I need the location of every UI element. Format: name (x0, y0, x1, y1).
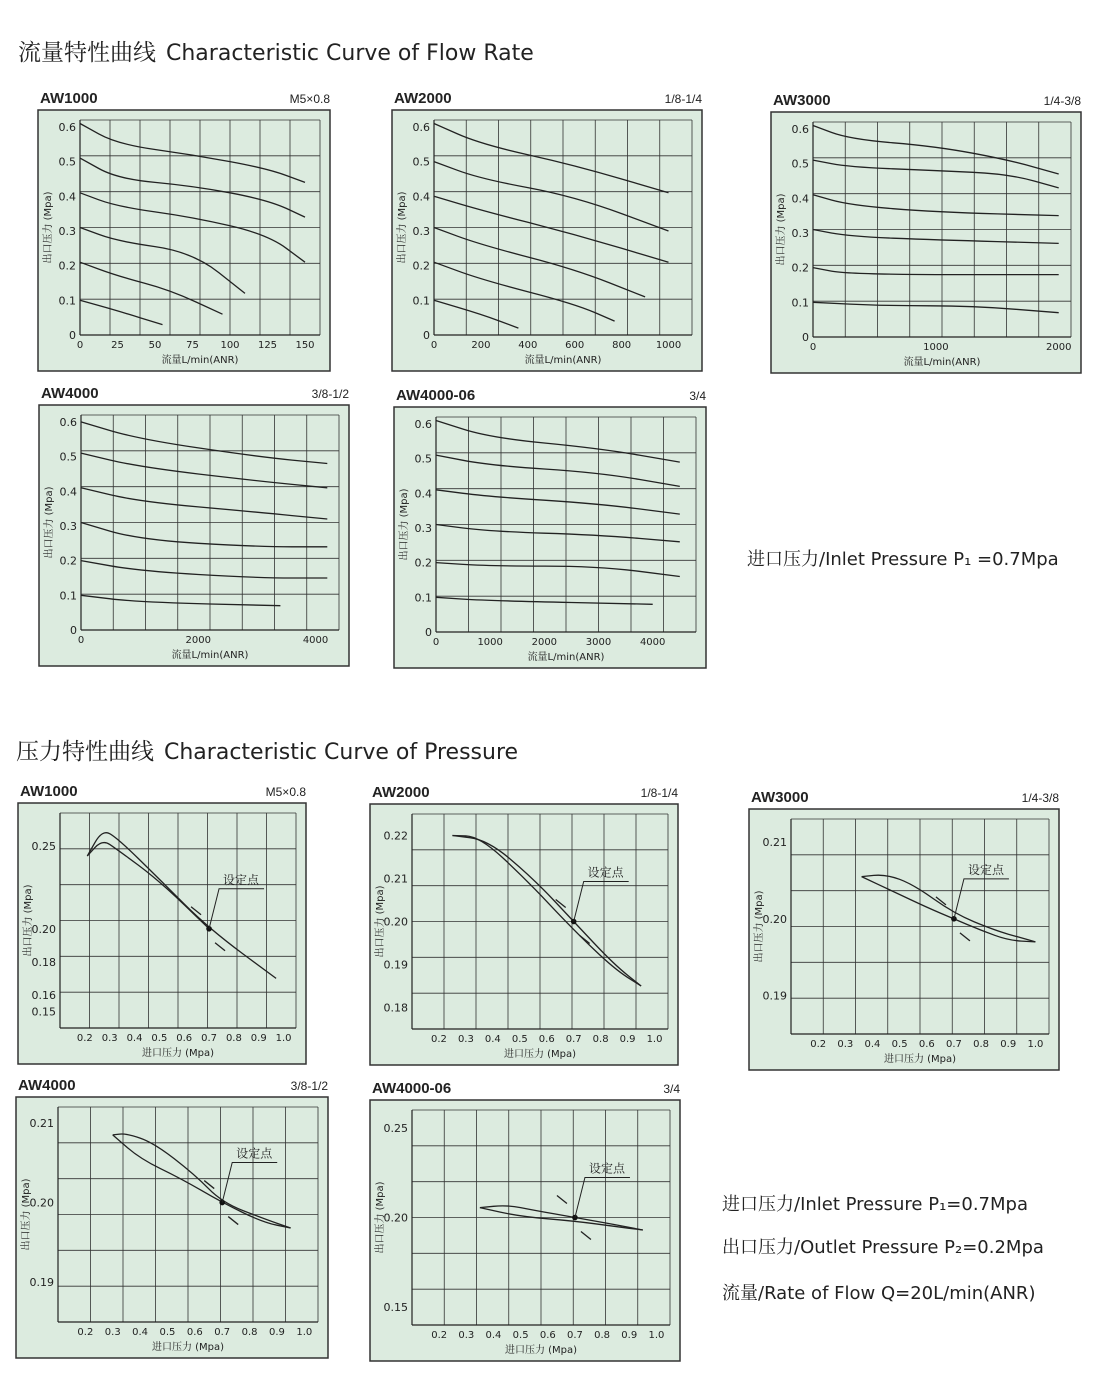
x-tick-label: 0.7 (214, 1327, 231, 1338)
plot-frame (39, 405, 349, 666)
x-tick-label: 1000 (655, 340, 682, 351)
y-tick-label: 0.1 (59, 589, 77, 603)
y-tick-label: 0.19 (762, 989, 787, 1003)
port-size-label: 3/8-1/2 (290, 1079, 328, 1093)
x-tick-label: 1000 (923, 342, 949, 353)
port-size-label: 3/4 (663, 1082, 680, 1096)
x-tick-label: 150 (295, 340, 315, 351)
y-tick-label: 0.4 (59, 485, 77, 499)
x-tick-label: 0.6 (918, 1039, 935, 1050)
x-tick-label: 0.9 (619, 1034, 636, 1045)
x-tick-label: 0.3 (457, 1034, 474, 1045)
press-chart-aw4000 (12, 1077, 332, 1362)
x-tick-label: 0 (430, 340, 438, 351)
y-tick-label: 0.16 (31, 988, 56, 1002)
x-tick-label: 4000 (302, 635, 329, 646)
chart-title: AW1000 (40, 90, 98, 107)
press-chart-aw4000-06 (366, 1080, 684, 1365)
chart-svg (12, 1077, 332, 1362)
x-tick-label: 0.8 (592, 1034, 609, 1045)
x-tick-label: 0.8 (225, 1033, 242, 1044)
x-tick-label: 0.6 (539, 1330, 556, 1341)
flow-section-title-zh: 流量特性曲线 (18, 40, 156, 66)
pressure-outlet-note: 出口压力/Outlet Pressure P₂=0.2Mpa (722, 1237, 1044, 1258)
x-tick-label: 0.3 (458, 1330, 475, 1341)
y-tick-label: 0.15 (31, 1005, 56, 1019)
x-tick-label: 0.7 (945, 1039, 962, 1050)
y-tick-label: 0.2 (412, 259, 430, 273)
x-tick-label: 2000 (1045, 342, 1072, 353)
x-tick-label: 0.8 (973, 1039, 990, 1050)
x-axis-label: 流量L/min(ANR) (171, 650, 249, 661)
pressure-section-title (16, 733, 518, 766)
x-tick-label: 800 (612, 340, 632, 351)
x-tick-label: 0.6 (186, 1327, 203, 1338)
x-tick-label: 0.9 (621, 1330, 638, 1341)
y-tick-label: 0.18 (383, 1001, 408, 1015)
chart-svg (390, 387, 710, 672)
x-tick-label: 0.5 (511, 1034, 528, 1045)
y-tick-label: 0.2 (791, 261, 809, 275)
y-tick-label: 0.20 (383, 1211, 408, 1225)
x-axis-label: 进口压力 (Mpa) (141, 1048, 215, 1059)
x-tick-label: 0.3 (104, 1327, 121, 1338)
x-tick-label: 1.0 (1027, 1039, 1044, 1050)
x-tick-label: 0.5 (159, 1327, 176, 1338)
x-tick-label: 1.0 (275, 1033, 292, 1044)
chart-title: AW2000 (372, 784, 430, 801)
y-axis-label: 出口压力 (Mpa) (44, 486, 55, 559)
x-tick-label: 2000 (185, 635, 211, 646)
press-chart-aw3000 (745, 789, 1063, 1074)
plot-frame (370, 804, 678, 1065)
pressure-section-title-zh: 压力特性曲线 (16, 739, 154, 765)
press-chart-aw2000 (366, 784, 682, 1069)
x-tick-label: 0.4 (126, 1033, 143, 1044)
flow-chart-aw3000 (767, 92, 1085, 377)
x-tick-label: 0.3 (837, 1039, 854, 1050)
x-tick-label: 0.2 (431, 1330, 448, 1341)
x-axis-label: 进口压力 (Mpa) (503, 1049, 577, 1060)
setpoint-label: 设定点 (587, 865, 624, 880)
x-tick-label: 0.2 (810, 1039, 827, 1050)
x-tick-label: 0 (77, 635, 85, 646)
port-size-label: 1/8-1/4 (640, 786, 678, 800)
port-size-label: M5×0.8 (289, 92, 330, 106)
x-tick-label: 1.0 (648, 1330, 665, 1341)
y-tick-label: 0.3 (59, 519, 77, 533)
plot-frame (370, 1100, 680, 1361)
x-tick-label: 0.4 (484, 1034, 501, 1045)
x-tick-label: 1000 (477, 637, 503, 648)
flow-chart-aw4000-06 (390, 387, 710, 672)
y-tick-label: 0.3 (412, 224, 430, 238)
chart-title: AW2000 (394, 90, 452, 107)
chart-svg (35, 385, 353, 670)
x-tick-label: 0.9 (1000, 1039, 1017, 1050)
y-tick-label: 0.2 (59, 554, 77, 568)
x-tick-label: 0.4 (485, 1330, 502, 1341)
y-tick-label: 0.5 (59, 450, 77, 464)
flow-chart-aw1000 (34, 90, 334, 375)
x-tick-label: 0.5 (151, 1033, 168, 1044)
chart-svg (34, 90, 334, 375)
x-axis-label: 流量L/min(ANR) (527, 652, 605, 663)
x-tick-label: 75 (186, 340, 199, 351)
y-axis-label: 出口压力 (Mpa) (23, 884, 34, 957)
port-size-label: 1/8-1/4 (664, 92, 702, 106)
flow-inlet-note: 进口压力/Inlet Pressure P₁ =0.7Mpa (747, 549, 1059, 570)
y-tick-label: 0.3 (414, 521, 432, 535)
y-tick-label: 0.5 (414, 452, 432, 466)
y-tick-label: 0.4 (412, 190, 430, 204)
y-tick-label: 0.20 (29, 1196, 54, 1210)
plot-frame (38, 110, 330, 371)
y-tick-label: 0.6 (58, 120, 76, 134)
x-tick-label: 100 (220, 340, 240, 351)
y-axis-label: 出口压力 (Mpa) (375, 1181, 386, 1254)
x-tick-label: 125 (257, 340, 278, 351)
x-axis-label: 进口压力 (Mpa) (504, 1345, 578, 1356)
plot-frame (394, 407, 706, 668)
x-tick-label: 0.8 (594, 1330, 611, 1341)
setpoint-label: 设定点 (588, 1161, 625, 1176)
x-tick-label: 0.5 (891, 1039, 908, 1050)
y-tick-label: 0.20 (762, 912, 787, 926)
y-tick-label: 0.20 (31, 922, 56, 936)
x-tick-label: 2000 (531, 637, 558, 648)
y-tick-label: 0.1 (414, 591, 432, 605)
y-tick-label: 0 (70, 624, 77, 637)
x-tick-label: 0.6 (538, 1034, 555, 1045)
y-tick-label: 0.1 (791, 296, 809, 310)
x-tick-label: 0 (432, 637, 440, 648)
x-tick-label: 0.8 (241, 1327, 258, 1338)
port-size-label: 1/4-3/8 (1021, 791, 1059, 805)
y-tick-label: 0.21 (383, 872, 408, 886)
x-axis-label: 流量L/min(ANR) (161, 355, 239, 366)
y-tick-label: 0.4 (58, 190, 76, 204)
x-tick-label: 0.3 (101, 1033, 118, 1044)
y-tick-label: 0.25 (31, 840, 56, 854)
y-tick-label: 0.6 (59, 415, 77, 429)
y-tick-label: 0.4 (791, 192, 809, 206)
y-tick-label: 0.25 (383, 1121, 408, 1135)
x-axis-label: 进口压力 (Mpa) (883, 1054, 957, 1065)
y-tick-label: 0.19 (29, 1276, 54, 1290)
chart-svg (745, 789, 1063, 1074)
y-axis-label: 出口压力 (Mpa) (776, 193, 787, 266)
flow-chart-aw2000 (388, 90, 706, 375)
port-size-label: M5×0.8 (265, 785, 306, 799)
x-axis-label: 流量L/min(ANR) (903, 357, 981, 368)
y-tick-label: 0.3 (791, 226, 809, 240)
y-axis-label: 出口压力 (Mpa) (754, 890, 765, 963)
setpoint-label: 设定点 (967, 862, 1004, 877)
y-tick-label: 0.18 (31, 955, 56, 969)
x-tick-label: 0.2 (76, 1033, 93, 1044)
plot-frame (18, 803, 306, 1064)
y-tick-label: 0 (423, 329, 430, 342)
flow-chart-aw4000 (35, 385, 353, 670)
x-tick-label: 0.2 (77, 1327, 94, 1338)
flow-section-title-en: Characteristic Curve of Flow Rate (166, 41, 534, 66)
chart-svg (388, 90, 706, 375)
x-axis-label: 流量L/min(ANR) (524, 355, 602, 366)
chart-svg (14, 783, 310, 1068)
port-size-label: 1/4-3/8 (1043, 94, 1081, 108)
setpoint-label: 设定点 (223, 872, 260, 887)
port-size-label: 3/8-1/2 (311, 387, 349, 401)
x-tick-label: 0.7 (565, 1034, 582, 1045)
x-tick-label: 0.9 (250, 1033, 267, 1044)
y-axis-label: 出口压力 (Mpa) (399, 488, 410, 561)
y-tick-label: 0 (802, 331, 809, 344)
pressure-inlet-note: 进口压力/Inlet Pressure P₁=0.7Mpa (722, 1194, 1028, 1215)
x-tick-label: 0.7 (566, 1330, 583, 1341)
y-tick-label: 0.21 (762, 836, 787, 850)
chart-title: AW4000-06 (396, 387, 476, 404)
x-tick-label: 0 (809, 342, 817, 353)
y-tick-label: 0.6 (414, 417, 432, 431)
y-tick-label: 0.5 (791, 157, 809, 171)
plot-frame (392, 110, 702, 371)
x-tick-label: 0.4 (132, 1327, 149, 1338)
x-tick-label: 4000 (639, 637, 666, 648)
chart-title: AW4000 (41, 385, 99, 402)
setpoint-label: 设定点 (236, 1146, 273, 1161)
chart-title: AW4000-06 (372, 1080, 452, 1097)
y-tick-label: 0.20 (383, 915, 408, 929)
y-tick-label: 0.4 (414, 487, 432, 501)
x-tick-label: 0.5 (512, 1330, 529, 1341)
x-tick-label: 1.0 (646, 1034, 663, 1045)
y-tick-label: 0.15 (383, 1301, 408, 1315)
chart-svg (366, 1080, 684, 1365)
port-size-label: 3/4 (689, 389, 706, 403)
y-tick-label: 0.2 (58, 259, 76, 273)
y-axis-label: 出口压力 (Mpa) (375, 885, 386, 958)
chart-title: AW4000 (18, 1077, 76, 1094)
chart-title: AW3000 (751, 789, 809, 806)
x-tick-label: 0.2 (430, 1034, 447, 1045)
y-tick-label: 0.21 (29, 1116, 54, 1130)
x-tick-label: 3000 (585, 637, 612, 648)
y-tick-label: 0 (69, 329, 76, 342)
y-tick-label: 0.3 (58, 224, 76, 238)
plot-frame (16, 1097, 328, 1358)
x-tick-label: 0 (76, 340, 84, 351)
y-tick-label: 0.5 (412, 155, 430, 169)
pressure-flow-note: 流量/Rate of Flow Q=20L/min(ANR) (722, 1283, 1036, 1304)
y-axis-label: 出口压力 (Mpa) (397, 191, 408, 264)
x-tick-label: 400 (518, 340, 538, 351)
pressure-section-title-en: Characteristic Curve of Pressure (164, 740, 519, 765)
y-tick-label: 0 (425, 626, 432, 639)
flow-section-title (18, 34, 534, 67)
y-tick-label: 0.1 (412, 294, 430, 308)
y-tick-label: 0.6 (791, 122, 809, 136)
chart-title: AW1000 (20, 783, 78, 800)
y-tick-label: 0.2 (414, 556, 432, 570)
x-tick-label: 0.6 (176, 1033, 193, 1044)
x-axis-label: 进口压力 (Mpa) (151, 1342, 225, 1353)
chart-svg (366, 784, 682, 1069)
y-tick-label: 0.19 (383, 958, 408, 972)
y-tick-label: 0.6 (412, 120, 430, 134)
x-tick-label: 0.4 (864, 1039, 881, 1050)
chart-svg (767, 92, 1085, 377)
x-tick-label: 25 (111, 340, 124, 351)
press-chart-aw1000 (14, 783, 310, 1068)
x-tick-label: 0.9 (268, 1327, 285, 1338)
x-tick-label: 50 (148, 340, 162, 351)
y-tick-label: 0.22 (383, 829, 408, 843)
y-tick-label: 0.1 (58, 294, 76, 308)
y-axis-label: 出口压力 (Mpa) (43, 191, 54, 264)
x-tick-label: 200 (471, 340, 491, 351)
y-tick-label: 0.5 (58, 155, 76, 169)
y-axis-label: 出口压力 (Mpa) (21, 1178, 32, 1251)
x-tick-label: 600 (565, 340, 585, 351)
x-tick-label: 0.7 (201, 1033, 218, 1044)
x-tick-label: 1.0 (296, 1327, 313, 1338)
chart-title: AW3000 (773, 92, 831, 109)
